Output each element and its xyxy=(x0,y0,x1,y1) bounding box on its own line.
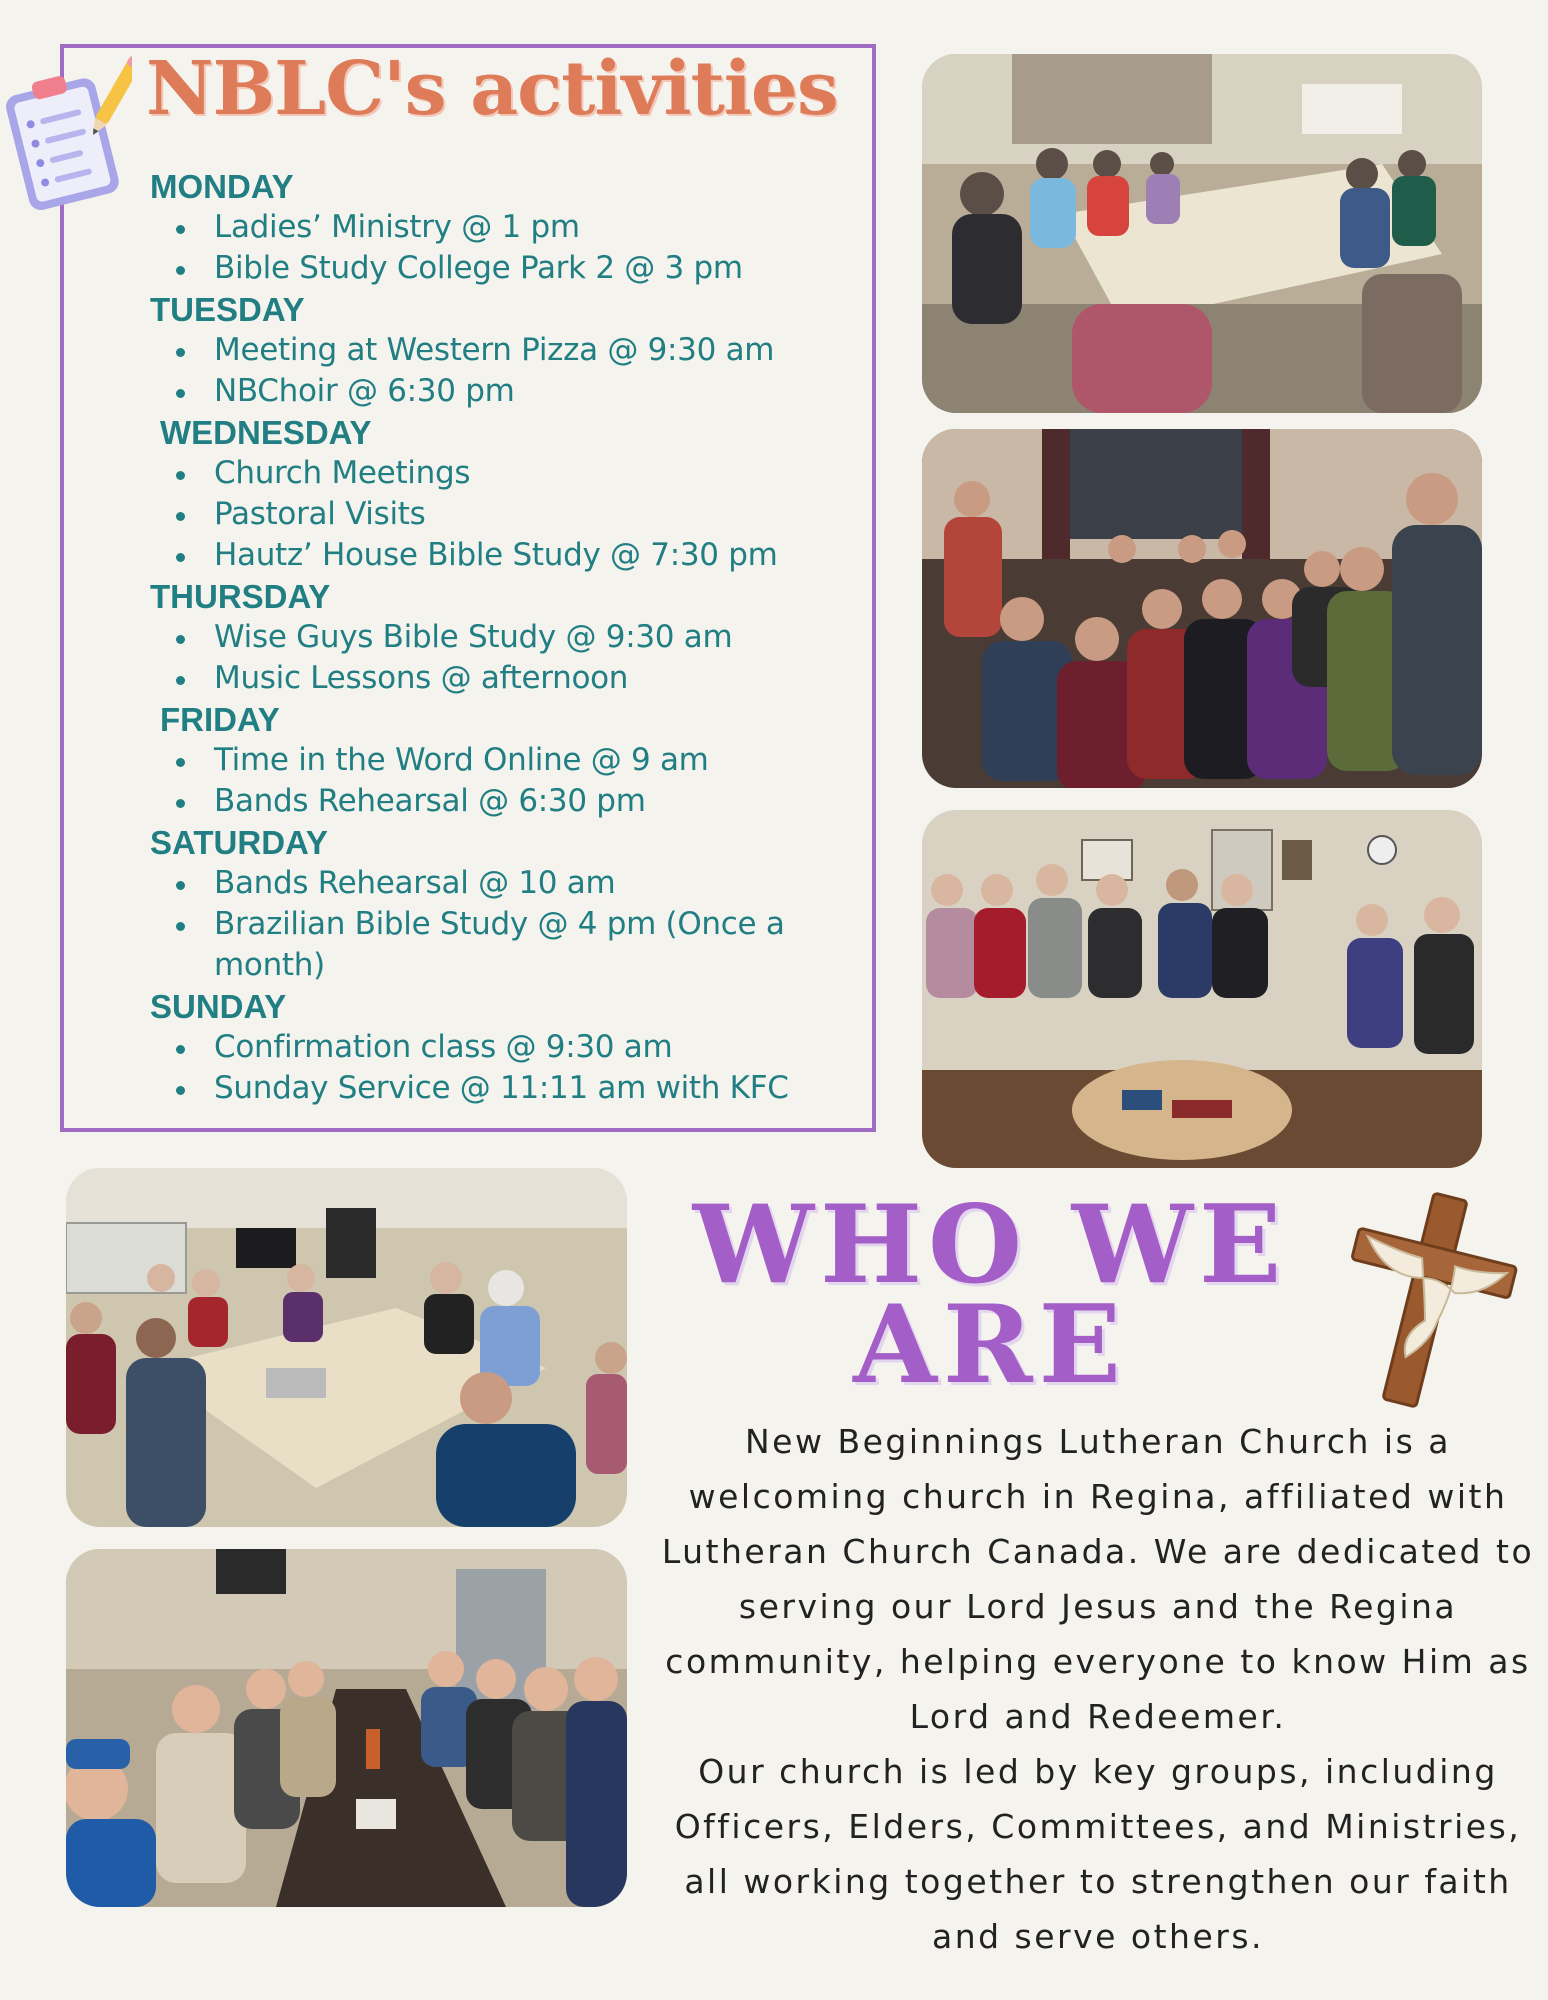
activity-item: NBChoir @ 6:30 pm xyxy=(174,371,850,412)
photo-living-room-group xyxy=(922,810,1482,1168)
weekly-schedule xyxy=(150,166,850,1109)
day-heading-saturday: SATURDAY xyxy=(150,824,328,861)
activity-item: Ladies’ Ministry @ 1 pm xyxy=(174,207,850,248)
day-heading-monday: MONDAY xyxy=(150,168,294,205)
activity-list-tuesday xyxy=(150,330,850,412)
activity-list-saturday xyxy=(150,863,850,986)
cross-icon xyxy=(1330,1190,1520,1410)
activity-item: Wise Guys Bible Study @ 9:30 am xyxy=(174,617,850,658)
activity-item: Confirmation class @ 9:30 am xyxy=(174,1027,850,1068)
activities-title: NBLC's activities xyxy=(146,46,838,132)
activity-item: Bands Rehearsal @ 6:30 pm xyxy=(174,781,850,822)
activity-list-sunday xyxy=(150,1027,850,1109)
activity-list-monday xyxy=(150,207,850,289)
activity-item: Meeting at Western Pizza @ 9:30 am xyxy=(174,330,850,371)
photo-mens-breakfast-table xyxy=(66,1549,627,1907)
who-we-are-title: WHO WE ARE xyxy=(692,1182,1288,1408)
activity-item: Hautz’ House Bible Study @ 7:30 pm xyxy=(174,535,850,576)
day-heading-tuesday: TUESDAY xyxy=(150,291,305,328)
day-heading-friday: FRIDAY xyxy=(160,701,280,738)
photo-ladies-ministry-group xyxy=(922,54,1482,413)
activity-list-wednesday xyxy=(150,453,850,576)
who-we-are-paragraph-2: Our church is led by key groups, including Officers, Elders, Committees, and Ministries, all working together to strengthen our faith and serve others. xyxy=(674,1752,1522,1956)
activity-item: Music Lessons @ afternoon xyxy=(174,658,850,699)
activity-list-friday xyxy=(150,740,850,822)
who-we-are-description xyxy=(658,1414,1538,1964)
activity-item: Time in the Word Online @ 9 am xyxy=(174,740,850,781)
activity-item: Pastoral Visits xyxy=(174,494,850,535)
activity-list-thursday xyxy=(150,617,850,699)
who-we-are-paragraph-1: New Beginnings Lutheran Church is a welcoming church in Regina, affiliated with Lutheran Church Canada. We are dedicated to serving our Lord Jesus and the Regina community, helping everyone to know Him as Lord and Redeemer. xyxy=(661,1422,1535,1736)
clipboard-icon xyxy=(2,52,132,222)
day-heading-wednesday: WEDNESDAY xyxy=(160,414,372,451)
activity-item: Church Meetings xyxy=(174,453,850,494)
day-heading-thursday: THURSDAY xyxy=(150,578,331,615)
activity-item: Sunday Service @ 11:11 am with KFC xyxy=(174,1068,850,1109)
day-heading-sunday: SUNDAY xyxy=(150,988,287,1025)
photo-bible-study-table xyxy=(66,1168,627,1527)
photo-young-adults-group xyxy=(922,429,1482,788)
activity-item: Bands Rehearsal @ 10 am xyxy=(174,863,850,904)
activity-item: Brazilian Bible Study @ 4 pm (Once a month) xyxy=(174,904,850,986)
activity-item: Bible Study College Park 2 @ 3 pm xyxy=(174,248,850,289)
